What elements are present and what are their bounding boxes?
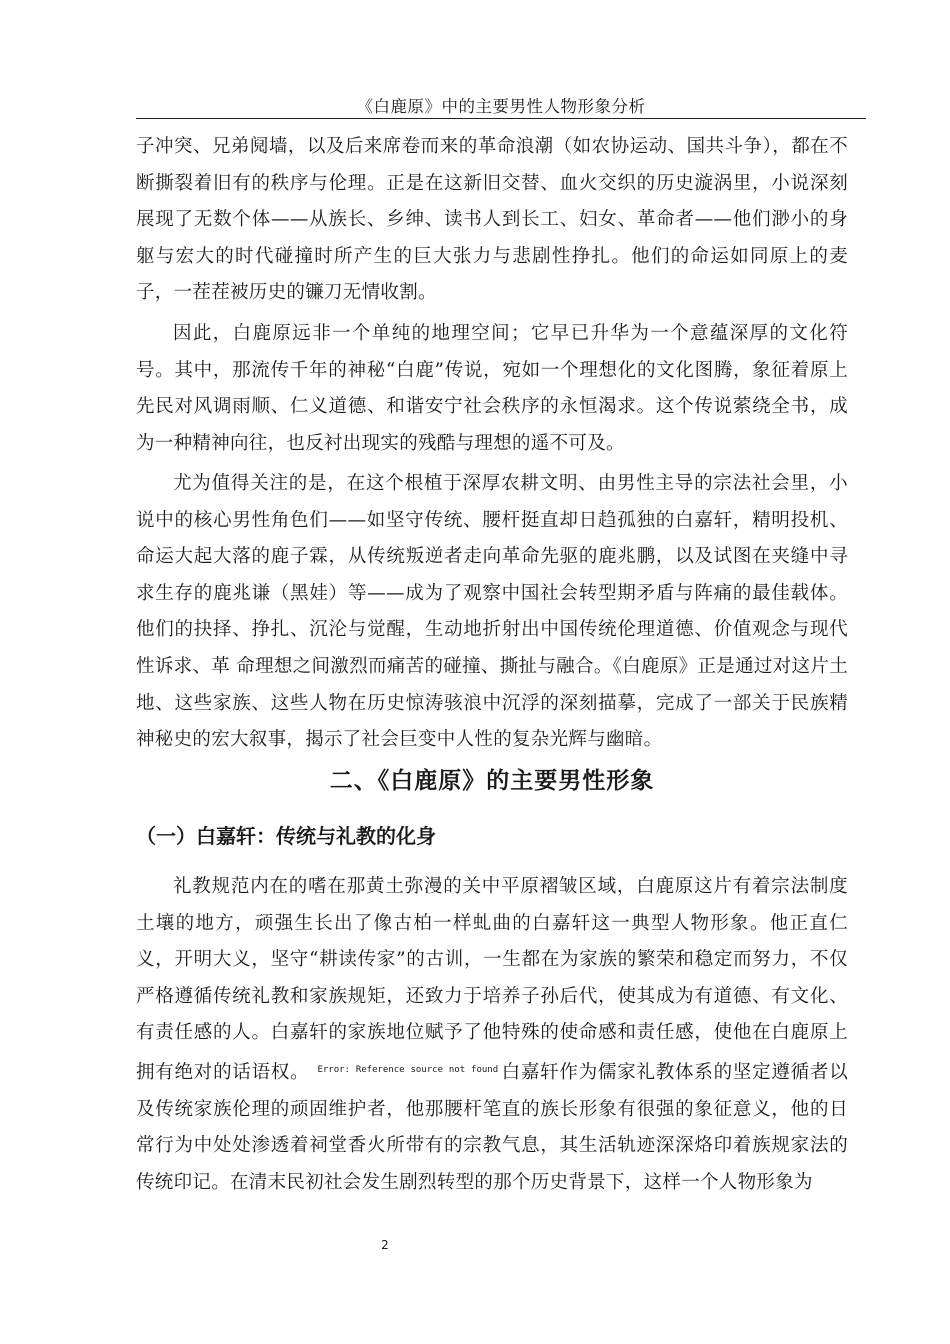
page-number: 2 (381, 1238, 389, 1252)
paragraph-2: 因此，白鹿原远非一个单纯的地理空间；它早已升华为一个意蕴深厚的文化符号。其中，那流传千年的神秘“白鹿”传说，宛如一个理想化的文化图腾，象征着原上先民对风调雨顺、仁义道德、和谐安宁社会秩序的永恒渴求。这个传说萦绕全书，成为一种精神向往，也反衬出现实的残酷与理想的遥不可及。 (136, 323, 848, 454)
paragraph-1: 子冲突、兄弟阋墙，以及后来席卷而来的革命浪潮（如农协运动、国共斗争），都在不断撕裂着旧有的秩序与伦理。正是在这新旧交替、血火交织的历史漩涡里，小说深刻展现了无数个体——从族长、乡绅、读书人到长工、妇女、革命者——他们渺小的身躯与宏大的时代碰撞时所产生的巨大张力与悲剧性挣扎。他们的命运如同原上的麦子，一茬茬被历史的镰刀无情收割。 (136, 136, 848, 304)
header-divider (136, 118, 866, 119)
paragraph-3: 尤为值得关注的是，在这个根植于深厚农耕文明、由男性主导的宗法社会里，小说中的核心男性角色们——如坚守传统、腰杆挺直却日趋孤独的白嘉轩，精明投机、命运大起大落的鹿子霖，从传统叛逆者走向革命先驱的鹿兆鹏，以及试图在夹缝中寻求生存的鹿兆谦（黑娃）等——成为了观察中国社会转型期矛盾与阵痛的最佳载体。他们的抉择、挣扎、沉沦与觉醒，生动地折射出中国传统伦理道德、价值观念与现代性诉求、革 命理想之间激烈而痛苦的碰撞、撕扯与融合。《白鹿原》正是通过对这片土地、这些家族、这些人物在历史惊涛骇浪中沉浮的深刻描摹，完成了一部关于民族精神秘史的宏大叙事，揭示了社会巨变中人性的复杂光辉与幽暗。 (136, 473, 848, 751)
paragraph-4-text-start: 礼教规范内在的嗜在那黄土弥漫的关中平原褶皱区域，白鹿原这片有着宗法制度土壤的地方，顽强生长出了像古柏一样虬曲的白嘉轩这一典型人物形象。他正直仁义，开明大义，坚守“耕读传家”的古训，一生都在为家族的繁荣和稳定而努力，不仅严格遵循传统礼教和家族规矩，还致力于培养子孙后代，使其成为有道德、有文化、有责任感的人。白嘉轩的家族地位赋予了他特殊的使命感和责任感，使他在白鹿原上拥有绝对的话语权。 (136, 876, 848, 1083)
paragraph-4 (136, 869, 848, 1201)
subsection-heading: （一）白嘉轩：传统与礼教的化身 (136, 824, 436, 848)
page-header-title: 《白鹿原》中的主要男性人物形象分析 (356, 97, 646, 116)
paragraph-4-text-end: 白嘉轩作为儒家礼教体系的坚定遵循者以及传统家族伦理的顽固维护者，他那腰杆笔直的族长形象有很强的象征意义，他的日常行为中处处渗透着祠堂香火所带有的宗教气息，其生活轨迹深深烙印着族规家法的传统印记。在清末民初社会发生剧烈转型的那个历史背景下，这样一个人物形象为 (136, 1061, 849, 1193)
section-heading: 二、《白鹿原》的主要男性形象 (329, 768, 655, 794)
reference-error-field: Error: Reference source not found (317, 1064, 499, 1075)
